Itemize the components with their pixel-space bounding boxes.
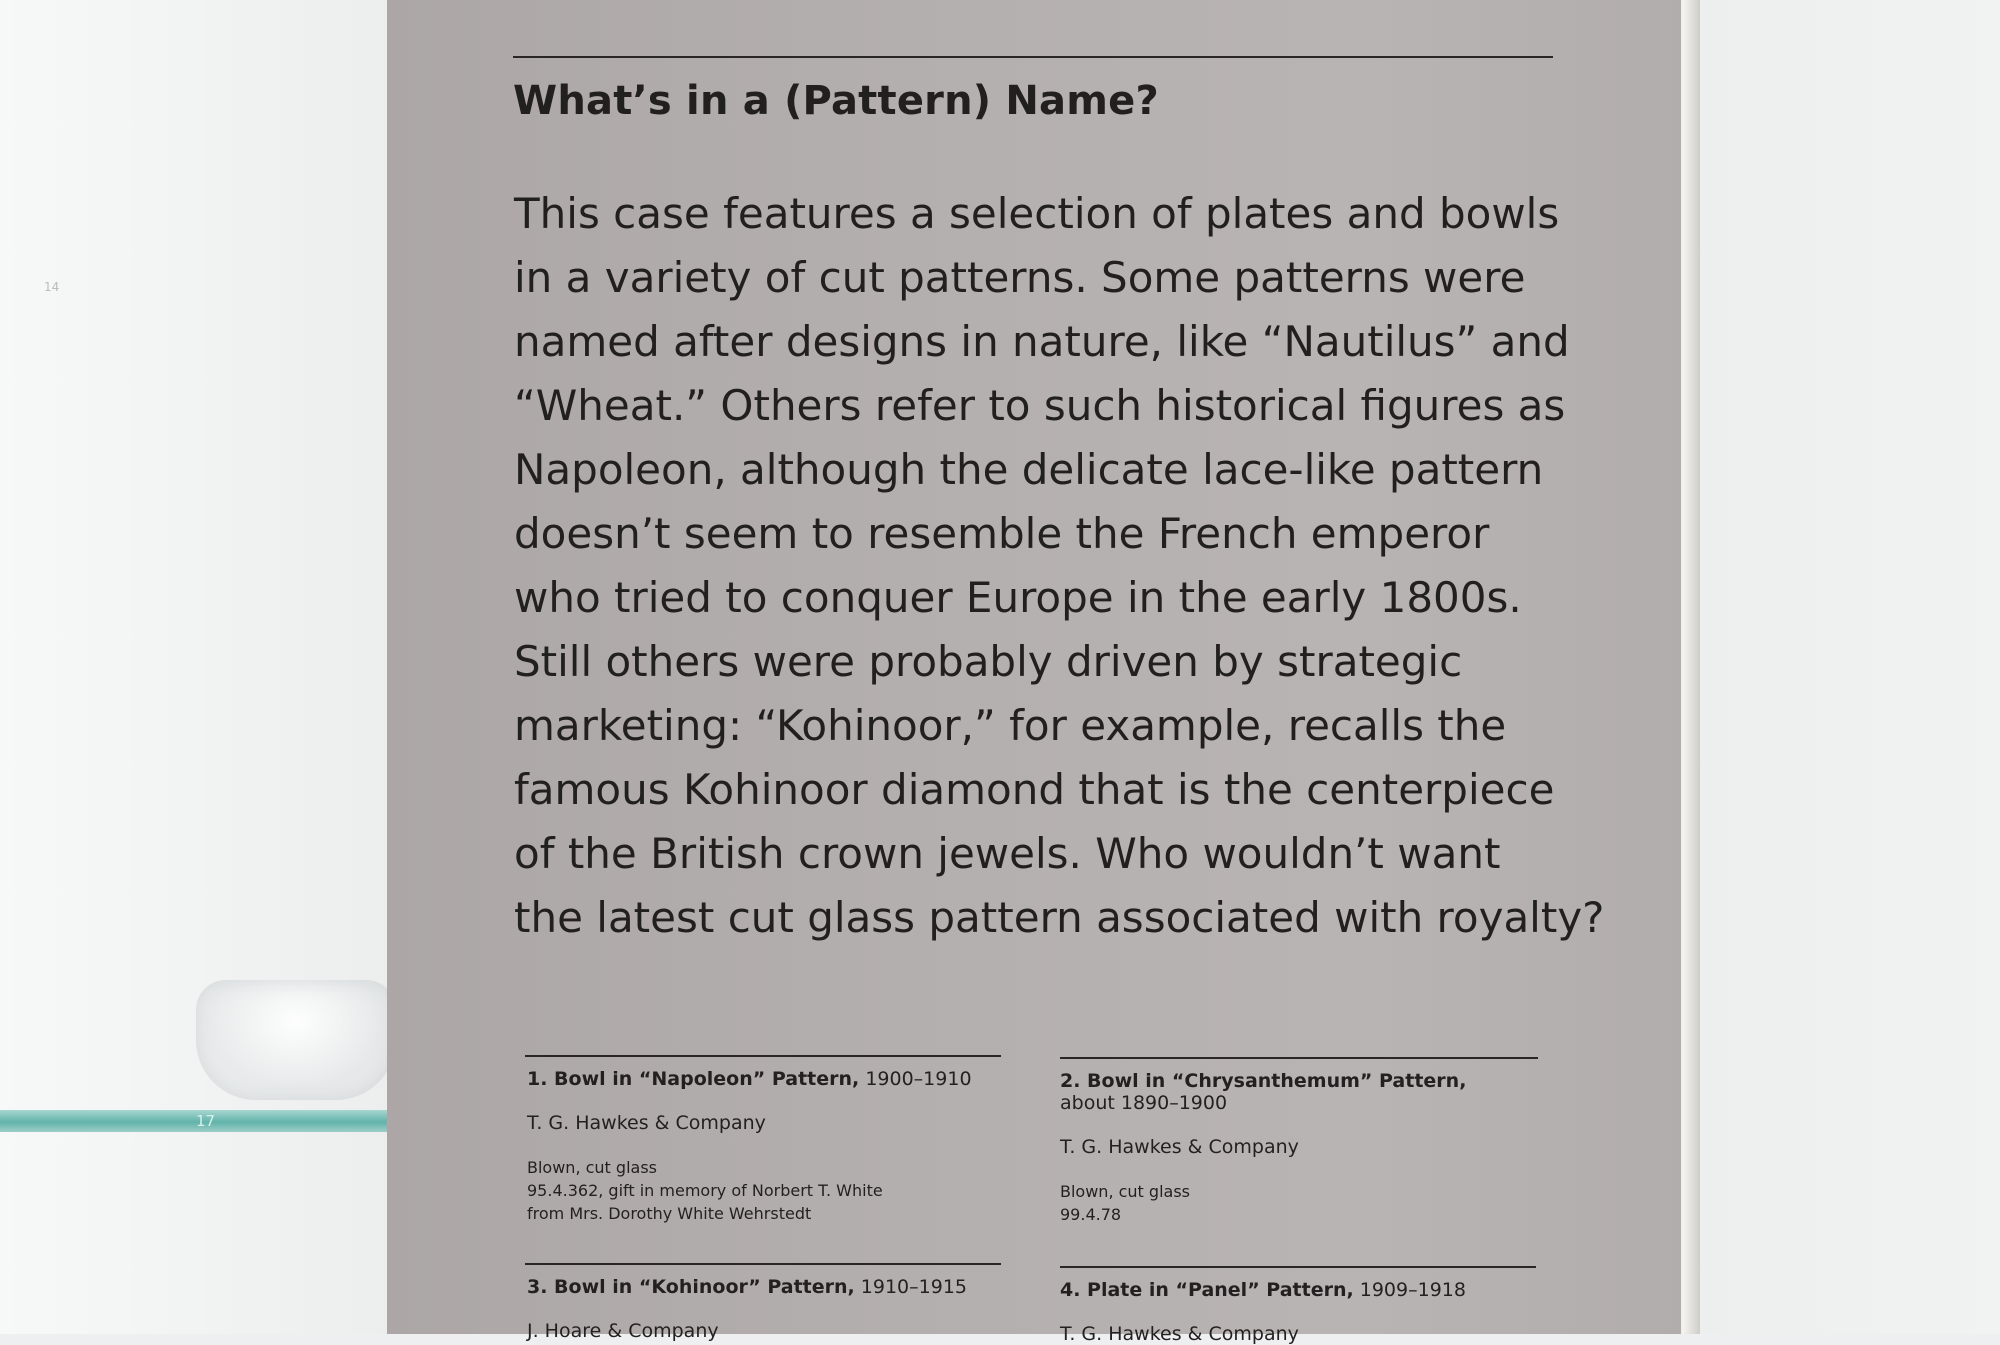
label-rule	[525, 1055, 1001, 1057]
label-title: 1. Bowl in “Napoleon” Pattern,	[527, 1068, 860, 1090]
object-label-1	[527, 1068, 972, 1225]
body-line: marketing: “Kohinoor,” for example, recalls the	[514, 701, 1507, 750]
label-detail: 95.4.362, gift in memory of Norbert T. White	[527, 1181, 883, 1200]
label-maker: T. G. Hawkes & Company	[1060, 1323, 1299, 1345]
label-date: about 1890–1900	[1060, 1092, 1228, 1114]
body-line: the latest cut glass pattern associated with royalty?	[514, 893, 1605, 942]
label-title: 3. Bowl in “Kohinoor” Pattern,	[527, 1276, 855, 1298]
label-detail: from Mrs. Dorothy White Wehrstedt	[527, 1204, 812, 1223]
body-line: Napoleon, although the delicate lace-like pattern	[514, 445, 1544, 494]
object-label-4	[1060, 1279, 1466, 1345]
label-maker: J. Hoare & Company	[527, 1320, 719, 1342]
body-line: This case features a selection of plates and bowls	[514, 189, 1560, 238]
heading-rule	[513, 56, 1553, 58]
body-line: who tried to conquer Europe in the early 1800s.	[514, 573, 1522, 622]
shelf-number-tag: 17	[196, 1112, 216, 1130]
wall-number-tag: 14	[44, 280, 60, 294]
label-detail: 99.4.78	[1060, 1205, 1122, 1224]
body-line: “Wheat.” Others refer to such historical figures as	[514, 381, 1566, 430]
label-date: 1909–1918	[1359, 1279, 1466, 1301]
label-rule	[1060, 1266, 1536, 1268]
body-line: doesn’t seem to resemble the French emperor	[514, 509, 1490, 558]
label-detail: Blown, cut glass	[527, 1158, 657, 1177]
body-line: in a variety of cut patterns. Some patterns were	[514, 253, 1526, 302]
label-detail: Blown, cut glass	[1060, 1182, 1190, 1201]
body-line: named after designs in nature, like “Nautilus” and	[514, 317, 1570, 366]
label-date: 1900–1910	[865, 1068, 972, 1090]
panel-body-text	[514, 182, 1605, 950]
body-line: of the British crown jewels. Who wouldn’t want	[514, 829, 1501, 878]
label-date: 1910–1915	[860, 1276, 968, 1298]
object-label-2	[1060, 1070, 1466, 1226]
label-maker: T. G. Hawkes & Company	[1060, 1136, 1299, 1158]
label-rule	[525, 1263, 1001, 1265]
label-rule	[1060, 1057, 1538, 1059]
object-label-3	[527, 1276, 967, 1342]
label-title: 4. Plate in “Panel” Pattern,	[1060, 1279, 1354, 1301]
body-line: Still others were probably driven by strategic	[514, 637, 1463, 686]
label-maker: T. G. Hawkes & Company	[527, 1112, 766, 1134]
glass-bowl-on-shelf	[196, 980, 396, 1100]
exhibit-panel	[387, 0, 1681, 1345]
body-line: famous Kohinoor diamond that is the centerpiece	[514, 765, 1555, 814]
label-title: 2. Bowl in “Chrysanthemum” Pattern,	[1060, 1070, 1467, 1092]
panel-heading: What’s in a (Pattern) Name?	[513, 78, 1159, 124]
